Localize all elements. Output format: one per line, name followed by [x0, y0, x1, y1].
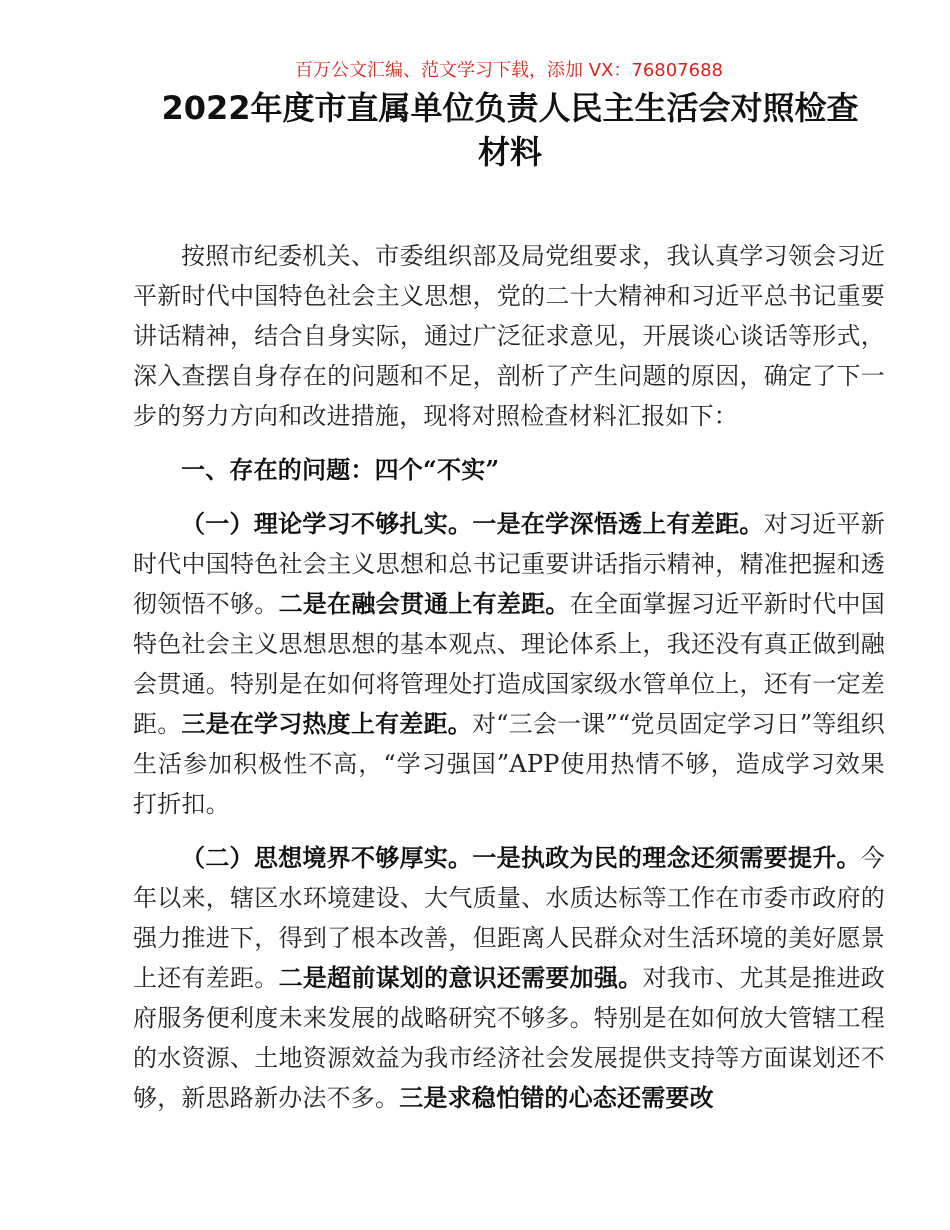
bold-segment: 二是在融会贯通上有差距。	[278, 589, 570, 618]
text-segment: 在全面掌握习近平新时代中国特色社会主义思想思想的基本观点、理论体系上，我还没有真正做到融会贯通。特别是在如何将管理处打造成国家级水管单位上，还有一定差距。	[133, 590, 885, 738]
watermark-banner: 百万公文汇编、范文学习下载，添加 VX：76807688	[295, 60, 723, 81]
intro-paragraph	[133, 236, 885, 436]
title-line-2: 材料	[477, 133, 542, 171]
section-heading	[133, 450, 885, 490]
bold-segment: （一）理论学习不够扎实。一是在学深悟透上有差距。	[181, 509, 764, 538]
text-segment: 对习近平新时代中国特色社会主义思想和总书记重要讲话指示精神，精准把握和透彻领悟不够。	[133, 510, 885, 618]
text-segment: 对我市、尤其是推进政府服务便利度未来发展的战略研究不够多。特别是在如何放大管辖工程的水资源、土地资源效益为我市经济社会发展提供支持等方面谋划还不够，新思路新办法不多。	[133, 964, 886, 1112]
heading-text: 一、存在的问题：四个“不实”	[181, 455, 500, 484]
text-segment: 今年以来，辖区水环境建设、大气质量、水质达标等工作在市委市政府的强力推进下，得到了根本改善，但距离人民群众对生活环境的美好愿景上还有差距。	[133, 844, 885, 992]
bold-segment: 三是求稳怕错的心态还需要改	[399, 1083, 714, 1112]
bold-segment: 三是在学习热度上有差距。	[181, 709, 472, 738]
title-line-1: 2022年度市直属单位负责人民主生活会对照检查	[161, 89, 859, 127]
document-body	[133, 236, 885, 1132]
text-segment: 对“三会一课”“党员固定学习日”等组织生活参加积极性不高，“学习强国”APP使用热情不够，造成学习效果打折扣。	[133, 710, 885, 818]
bold-segment: 二是超前谋划的意识还需要加强。	[278, 963, 643, 992]
document-title	[120, 86, 900, 174]
bold-segment: （二）思想境界不够厚实。一是执政为民的理念还须需要提升。	[181, 843, 861, 872]
paragraph-ideology	[133, 838, 885, 1118]
text-segment: 按照市纪委机关、市委组织部及局党组要求，我认真学习领会习近平新时代中国特色社会主义思想，党的二十大精神和习近平总书记重要讲话精神，结合自身实际，通过广泛征求意见，开展谈心谈话等形式，深入查摆自身存在的问题和不足，剖析了产生问题的原因，确定了下一步的努力方向和改进措施，现将对照检查材料汇报如下：	[133, 242, 885, 430]
paragraph-theory-study	[133, 504, 885, 824]
